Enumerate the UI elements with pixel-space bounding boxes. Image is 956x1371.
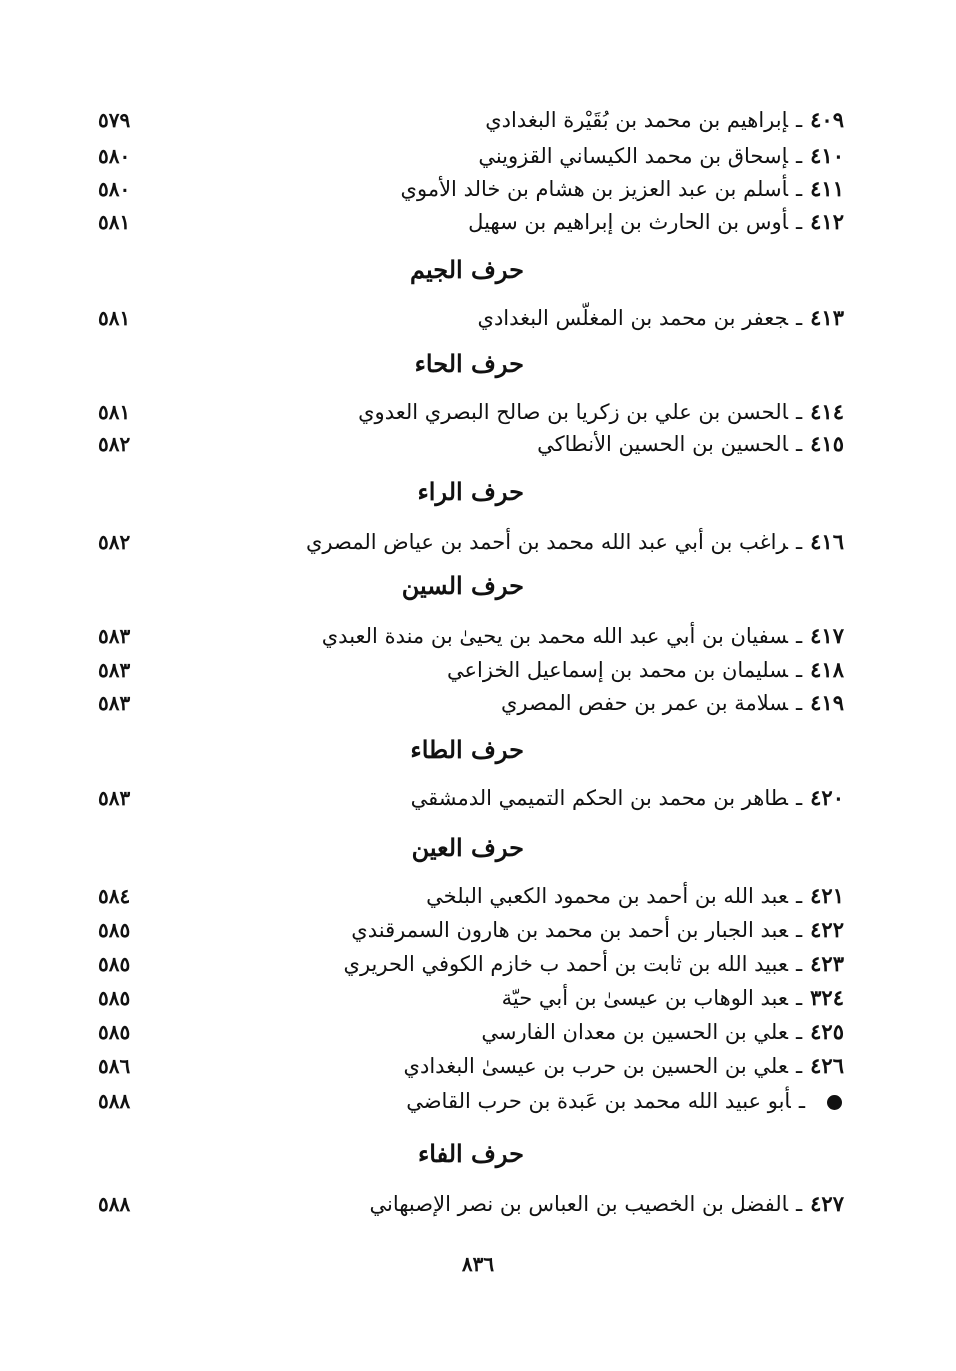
- index-entry: [0, 687, 956, 719]
- entry-name: عبيد الله بن ثابت بن أحمد ب خازم الكوفي الحريري: [343, 952, 788, 976]
- entry-number: ٤١٨: [810, 657, 844, 682]
- entry-number: ٤٢٠: [810, 785, 844, 810]
- index-entry: [0, 948, 956, 980]
- index-entry: [0, 104, 956, 136]
- index-entry: [0, 914, 956, 946]
- entry-name: الحسن بن علي بن زكريا بن صالح البصري العدوي: [358, 400, 788, 424]
- section-heading-ta: حرف الطاء: [410, 735, 524, 764]
- index-entry: [0, 428, 956, 460]
- entry-number: ٤١٢: [810, 209, 844, 234]
- entry-page: ٥٨٤: [98, 884, 131, 908]
- entry-name: سلامة بن عمر بن حفص المصري: [500, 691, 788, 715]
- entry-dash: ـ: [796, 658, 803, 682]
- entry-name: سليمان بن محمد بن إسماعيل الخزاعي: [447, 658, 788, 682]
- section-heading-ra: حرف الراء: [417, 477, 524, 506]
- entry-page: ٥٨٨: [98, 1192, 131, 1216]
- entry-number: ٣٢٤: [810, 985, 844, 1010]
- page-number: ٨٣٦: [461, 1252, 495, 1276]
- entry-number: ٤١٥: [810, 431, 844, 456]
- entry-number: ٤١٦: [810, 529, 844, 554]
- entry-name: أبو عبيد الله محمد بن عَبدة بن حرب القاضي: [406, 1089, 791, 1113]
- index-entry: [0, 1016, 956, 1048]
- entry-dash: ـ: [796, 400, 803, 424]
- entry-name: الفضل بن الخصيب بن العباس بن نصر الإصبهاني: [369, 1192, 788, 1216]
- entry-number: ٤٠٩: [810, 107, 844, 132]
- index-entry: [0, 140, 956, 172]
- entry-page: ٥٨٦: [98, 1054, 131, 1078]
- index-entry: [0, 206, 956, 238]
- entry-name: طاهر بن محمد بن الحكم التميمي الدمشقي: [410, 786, 788, 810]
- entry-dash: ـ: [796, 624, 803, 648]
- entry-name: راغب بن أبي عبد الله محمد بن أحمد بن عياض المصري: [306, 530, 788, 554]
- entry-number: ٤١٤: [810, 399, 844, 424]
- entry-name: عبد الوهاب بن عيسىٰ بن أبي حيّة: [501, 986, 788, 1010]
- entry-name: أسلم بن عبد العزيز بن هشام بن خالد الأموي: [400, 177, 788, 201]
- index-entry-bulleted: [0, 1085, 956, 1117]
- index-entry: [0, 526, 956, 558]
- entry-name: جعفر بن محمد بن المغلّس البغدادي: [477, 306, 788, 330]
- entry-dash: ـ: [796, 432, 803, 456]
- entry-page: ٥٨٣: [98, 786, 131, 810]
- index-entry: [0, 1188, 956, 1220]
- entry-name: عبد الله بن أحمد بن محمود الكعبي البلخي: [426, 884, 788, 908]
- entry-name: إبراهيم بن محمد بن بُقَيْرة البغدادي: [485, 108, 788, 132]
- entry-number: ٤٢٦: [810, 1053, 844, 1078]
- entry-dash: ـ: [796, 786, 803, 810]
- entry-number: ٤٢٧: [810, 1191, 844, 1216]
- entry-page: ٥٨٨: [98, 1089, 131, 1113]
- entry-dash: ـ: [796, 306, 803, 330]
- entry-number: ٤٢١: [810, 883, 844, 908]
- entry-name: أوس بن الحارث بن إبراهيم بن سهيل: [468, 210, 788, 234]
- section-heading-fa: حرف الفاء: [417, 1139, 524, 1168]
- entry-dash: ـ: [796, 884, 803, 908]
- entry-number: ٤٢٢: [810, 917, 844, 942]
- index-entry: [0, 1050, 956, 1082]
- entry-page: ٥٨٢: [98, 432, 131, 456]
- section-heading-jim: حرف الجيم: [410, 255, 524, 284]
- entry-dash: ـ: [796, 177, 803, 201]
- entry-page: ٥٨١: [98, 210, 131, 234]
- entry-dash: ـ: [796, 986, 803, 1010]
- entry-dash: ـ: [796, 144, 803, 168]
- entry-dash: ـ: [796, 691, 803, 715]
- entry-page: ٥٨٥: [98, 952, 131, 976]
- entry-dash: ـ: [796, 1020, 803, 1044]
- entry-page: ٥٨٣: [98, 658, 131, 682]
- entry-page: ٥٧٩: [98, 108, 131, 132]
- entry-page: ٥٨١: [98, 306, 131, 330]
- entry-page: ٥٨٢: [98, 530, 131, 554]
- section-heading-ain: حرف العين: [411, 833, 524, 862]
- entry-name: إسحاق بن محمد الكيساني القزويني: [478, 144, 788, 168]
- entry-page: ٥٨٥: [98, 986, 131, 1010]
- index-entry: [0, 396, 956, 428]
- index-entry: [0, 302, 956, 334]
- section-heading-ha: حرف الحاء: [414, 349, 524, 378]
- entry-page: ٥٨٣: [98, 691, 131, 715]
- entry-dash: ـ: [796, 210, 803, 234]
- index-entry: [0, 880, 956, 912]
- entry-page: ٥٨٠: [98, 144, 131, 168]
- entry-number: ٤٢٣: [810, 951, 844, 976]
- entry-page: ٥٨٠: [98, 177, 131, 201]
- entry-number: ٤١٩: [810, 690, 844, 715]
- entry-dash: ـ: [796, 952, 803, 976]
- entry-name: الحسين بن الحسين الأنطاكي: [537, 432, 788, 456]
- index-entry: [0, 654, 956, 686]
- section-heading-sin: حرف السين: [401, 571, 524, 600]
- index-entry: [0, 782, 956, 814]
- index-entry: [0, 173, 956, 205]
- entry-page: ٥٨١: [98, 400, 131, 424]
- entry-name: علي بن الحسين بن حرب بن عيسىٰ البغدادي: [403, 1054, 788, 1078]
- entry-dash: ـ: [796, 530, 803, 554]
- entry-number: ٤١٧: [810, 623, 844, 648]
- entry-number: ٤١٣: [810, 305, 844, 330]
- entry-page: ٥٨٥: [98, 918, 131, 942]
- entry-dash: ـ: [796, 1054, 803, 1078]
- index-entry: [0, 620, 956, 652]
- entry-dash: ـ: [798, 1089, 805, 1113]
- entry-name: علي بن الحسين بن معدان الفارسي: [481, 1020, 788, 1044]
- entry-name: سفيان بن أبي عبد الله محمد بن يحيىٰ بن مندة العبدي: [321, 624, 788, 648]
- bullet-icon: [827, 1095, 842, 1110]
- entry-page: ٥٨٥: [98, 1020, 131, 1044]
- entry-number: ٤١٠: [810, 143, 844, 168]
- entry-dash: ـ: [796, 918, 803, 942]
- entry-number: ٤٢٥: [810, 1019, 844, 1044]
- entry-number: ٤١١: [810, 176, 844, 201]
- index-entry: [0, 982, 956, 1014]
- entry-name: عبد الجبار بن أحمد بن محمد بن هارون السمرقندي: [351, 918, 788, 942]
- entry-dash: ـ: [796, 108, 803, 132]
- entry-page: ٥٨٣: [98, 624, 131, 648]
- entry-dash: ـ: [796, 1192, 803, 1216]
